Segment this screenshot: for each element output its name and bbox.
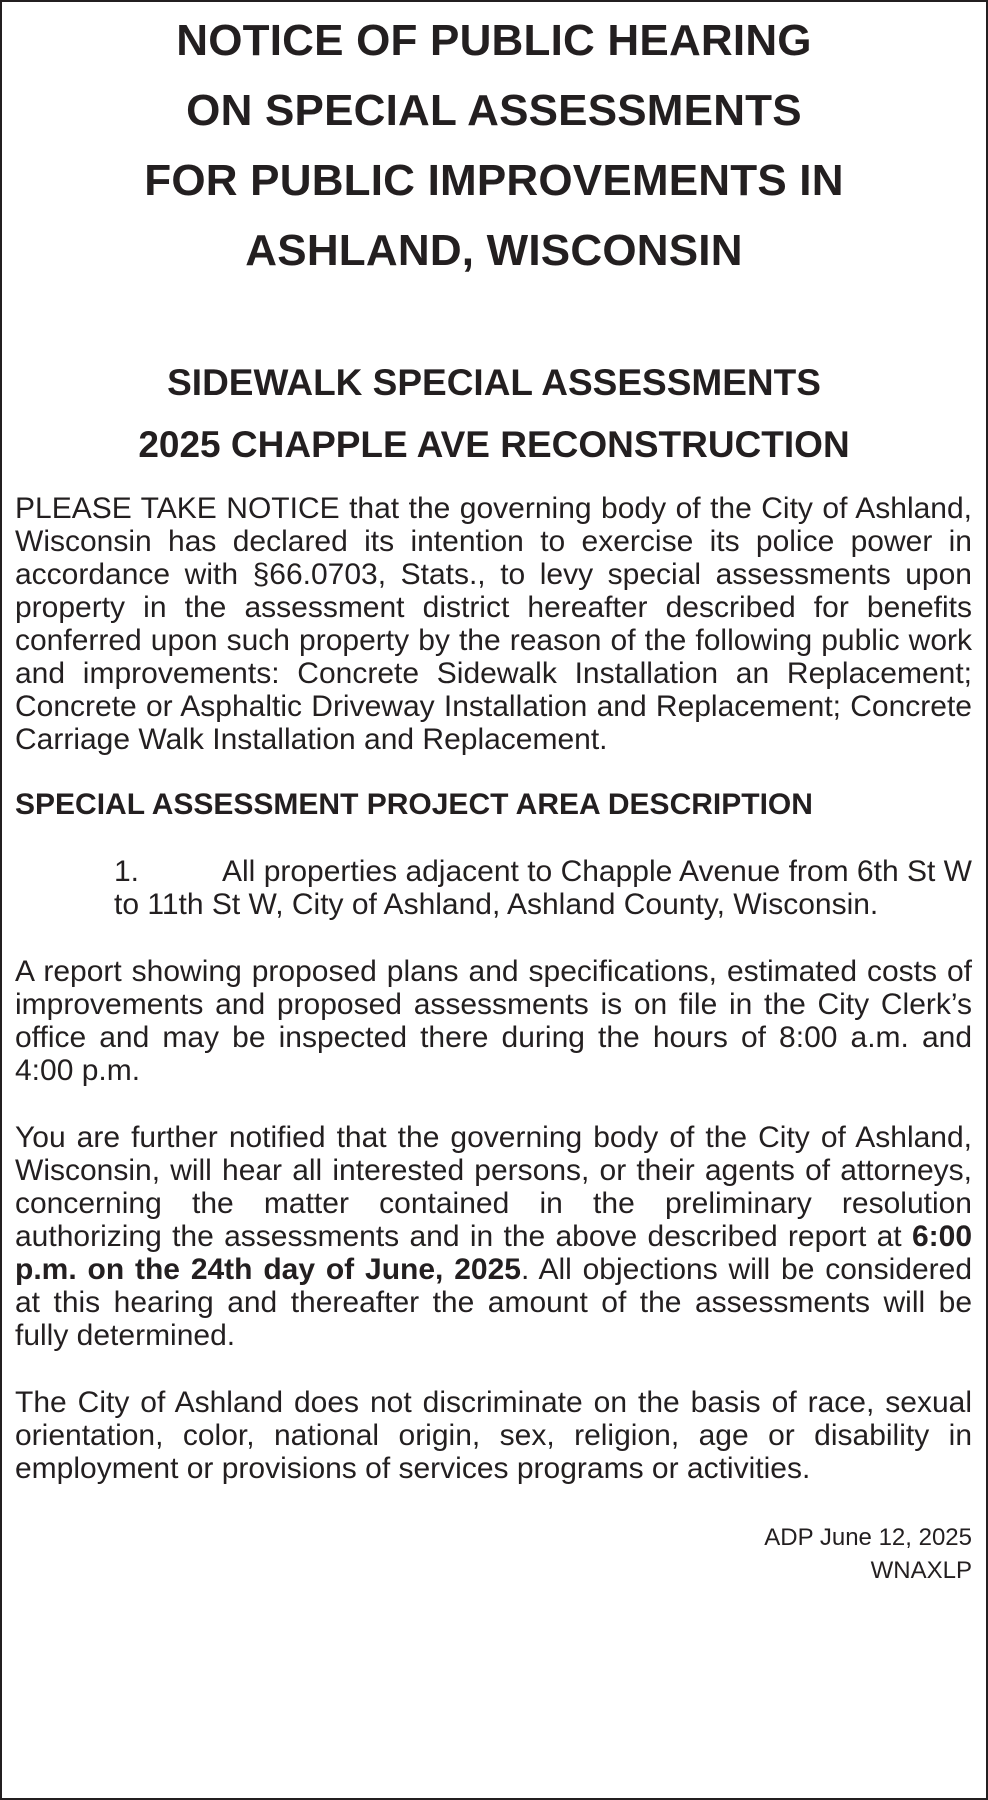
hearing-text-after: . All objections will be considered at this hearing and thereafter the amount of the assessments will be fully determined. xyxy=(15,1253,972,1352)
subtitle-line: 2025 CHAPPLE AVE RECONSTRUCTION xyxy=(138,424,850,465)
list-item-text: All properties adjacent to Chapple Avenue from 6th St W to 11th St W, City of Ashland, Ashland County, Wisconsin. xyxy=(114,855,972,921)
hearing-date-time: 6:00 p.m. on the 24th day of June, 2025 xyxy=(15,1220,972,1286)
title-line: ASHLAND, WISCONSIN xyxy=(245,226,743,275)
intro-paragraph: PLEASE TAKE NOTICE that the governing body of the City of Ashland, Wisconsin has declared its intention to exercise its police power in accordance with §66.0703, Stats., to levy special assessments upon property in the assessment district hereafter described for benefits conferred upon such property by the reason of the following public work and improvements: Concrete Sidewalk Installation an Replacement; Concrete or Asphaltic Driveway Installation and Replacement; Concrete Carriage Walk Installation and Replacement. xyxy=(15,492,972,756)
publication-code: WNAXLP xyxy=(870,1557,972,1584)
title-line: FOR PUBLIC IMPROVEMENTS IN xyxy=(144,156,844,205)
publication-footer xyxy=(2,1521,972,1587)
title-line: ON SPECIAL ASSESSMENTS xyxy=(186,86,802,135)
nondiscrimination-paragraph: The City of Ashland does not discriminate on the basis of race, sexual orientation, color, national origin, sex, religion, age or disability in employment or provisions of services programs or activities. xyxy=(15,1386,972,1485)
hearing-paragraph xyxy=(15,1121,972,1352)
area-list-item xyxy=(114,855,972,921)
notice-title xyxy=(2,6,986,286)
publication-date: ADP June 12, 2025 xyxy=(764,1524,972,1551)
report-paragraph: A report showing proposed plans and specifications, estimated costs of improvements and proposed assessments is on file in the City Clerk’s office and may be inspected there during the hours of 8:00 a.m. and 4:00 p.m. xyxy=(15,955,972,1087)
title-line: NOTICE OF PUBLIC HEARING xyxy=(176,16,812,65)
subtitle-line: SIDEWALK SPECIAL ASSESSMENTS xyxy=(167,362,821,403)
hearing-text-before: You are further notified that the governing body of the City of Ashland, Wisconsin, will hear all interested persons, or their agents of attorneys, concerning the matter contained in the preliminary resolution authorizing the assessments and in the above described report at xyxy=(15,1121,972,1253)
notice-subtitle xyxy=(2,352,986,476)
section-heading: SPECIAL ASSESSMENT PROJECT AREA DESCRIPTION xyxy=(15,788,813,821)
list-item-number: 1. xyxy=(114,855,140,888)
